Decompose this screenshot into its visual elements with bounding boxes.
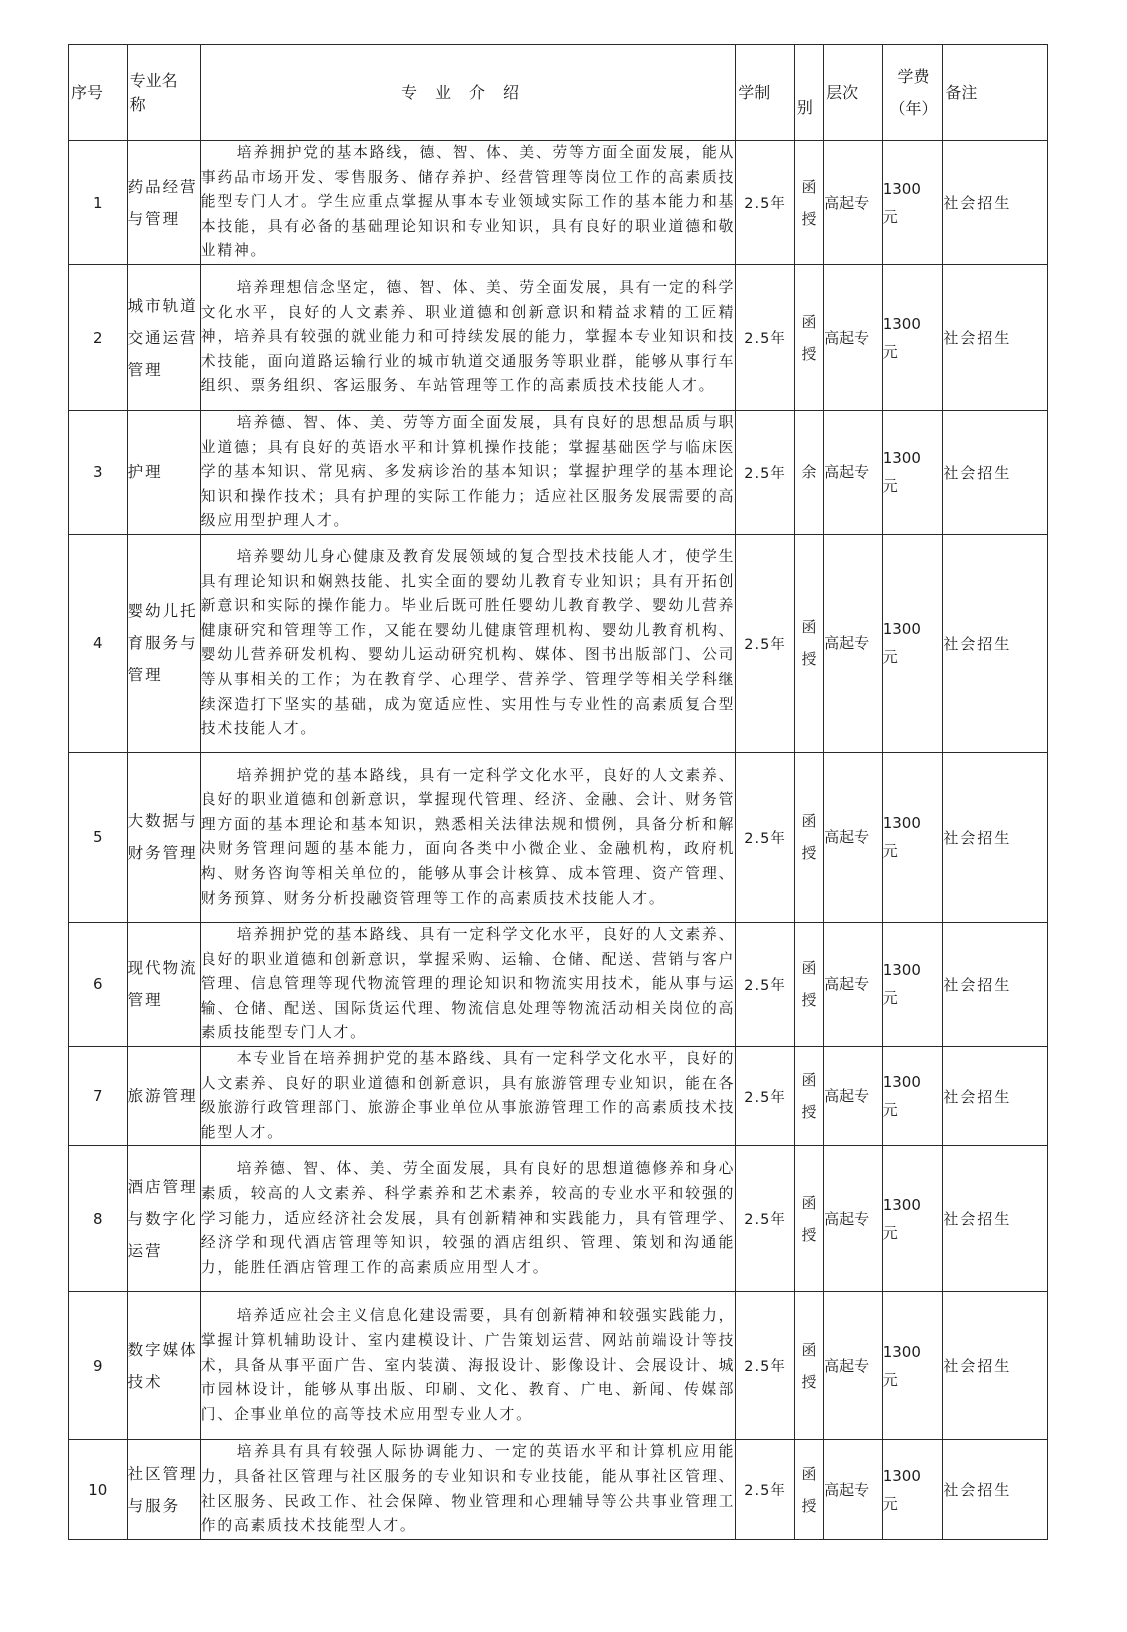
table-row	[69, 141, 1048, 265]
cell-study-form: 函授	[794, 1292, 823, 1440]
header-fee-line1: 学费	[897, 66, 930, 86]
cell-no: 3	[69, 411, 128, 535]
header-name	[127, 45, 200, 141]
cell-program-intro: 培养拥护党的基本路线，具有一定科学文化水平，良好的人文素养、良好的职业道德和创新意识，掌握现代管理、经济、金融、会计、财务管理方面的基本理论和基本知识，熟悉相关法律法规和惯例，具备分析和解决财务管理问题的基本能力，面向各类中小微企业、金融机构，政府机构、财务咨询等相关单位的，能够从事会计核算、成本管理、资产管理、财务预算、财务分析投融资管理等工作的高素质技术技能人才。	[200, 752, 736, 922]
cell-study-form: 函授	[794, 265, 823, 411]
table-row	[69, 1146, 1048, 1292]
header-fee	[882, 45, 943, 141]
cell-study-form: 函授	[794, 752, 823, 922]
cell-program-name: 旅游管理	[127, 1046, 200, 1145]
cell-note: 社会招生	[943, 1440, 1048, 1539]
cell-no: 6	[69, 922, 128, 1046]
cell-program-intro: 培养适应社会主义信息化建设需要，具有创新精神和较强实践能力，掌握计算机辅助设计、室内建模设计、广告策划运营、网站前端设计等技术，具备从事平面广告、室内装潢、海报设计、影像设计、会展设计、城市园林设计，能够从事出版、印刷、文化、教育、广电、新闻、传媒部门、企事业单位的高等技术应用型专业人才。	[200, 1292, 736, 1440]
header-name-line2: 称	[129, 94, 146, 114]
cell-note: 社会招生	[943, 1146, 1048, 1292]
cell-fee	[882, 1292, 943, 1440]
header-level: 层次	[824, 45, 883, 141]
cell-level: 高起专	[824, 1046, 883, 1145]
cell-program-name: 护理	[127, 411, 200, 535]
cell-duration: 2.5年	[736, 265, 795, 411]
cell-program-name: 酒店管理与数字化运营	[127, 1146, 200, 1292]
cell-level: 高起专	[824, 752, 883, 922]
cell-program-intro: 培养德、智、体、美、劳全面发展，具有良好的思想道德修养和身心素质，较高的人文素养、科学素养和艺术素养，较高的专业水平和较强的学习能力，适应经济社会发展，具有创新精神和实践能力，具有管理学、经济学和现代酒店管理等知识，较强的酒店组织、管理、策划和沟通能力，能胜任酒店管理工作的高素质应用型人才。	[200, 1146, 736, 1292]
program-table	[68, 44, 1048, 1540]
cell-fee-amount: 1300	[882, 179, 921, 198]
cell-program-name: 现代物流管理	[127, 922, 200, 1046]
cell-fee-amount: 1300	[882, 449, 921, 468]
table-row	[69, 1440, 1048, 1539]
cell-level: 高起专	[824, 922, 883, 1046]
cell-fee-amount: 1300	[882, 1466, 921, 1485]
cell-study-form: 余	[794, 411, 823, 535]
cell-note: 社会招生	[943, 922, 1048, 1046]
table-row	[69, 265, 1048, 411]
cell-duration: 2.5年	[736, 922, 795, 1046]
cell-note: 社会招生	[943, 411, 1048, 535]
cell-duration: 2.5年	[736, 1146, 795, 1292]
cell-fee	[882, 1046, 943, 1145]
cell-note: 社会招生	[943, 534, 1048, 752]
cell-program-intro: 本专业旨在培养拥护党的基本路线、具有一定科学文化水平，良好的人文素养、良好的职业道德和创新意识，具有旅游管理专业知识，能在各级旅游行政管理部门、旅游企事业单位从事旅游管理工作的高素质技术技能型人才。	[200, 1046, 736, 1145]
cell-fee	[882, 922, 943, 1046]
cell-level: 高起专	[824, 265, 883, 411]
table-row	[69, 922, 1048, 1046]
table-row	[69, 1046, 1048, 1145]
cell-duration: 2.5年	[736, 1440, 795, 1539]
cell-no: 7	[69, 1046, 128, 1145]
header-no: 序号	[69, 45, 128, 141]
cell-note: 社会招生	[943, 265, 1048, 411]
cell-program-name: 婴幼儿托育服务与管理	[127, 534, 200, 752]
cell-fee-unit: 元	[882, 1101, 898, 1120]
cell-program-name: 社区管理与服务	[127, 1440, 200, 1539]
header-fee-line2: （年）	[889, 98, 938, 118]
cell-no: 4	[69, 534, 128, 752]
cell-fee	[882, 265, 943, 411]
cell-fee-amount: 1300	[882, 1073, 921, 1092]
cell-fee-unit: 元	[882, 477, 898, 496]
cell-fee	[882, 141, 943, 265]
cell-no: 2	[69, 265, 128, 411]
header-name-line1: 专业名	[129, 70, 178, 90]
cell-fee-unit: 元	[882, 207, 898, 226]
cell-program-intro: 培养具有具有较强人际协调能力、一定的英语水平和计算机应用能力，具备社区管理与社区服务的专业知识和专业技能，能从事社区管理、社区服务、民政工作、社会保障、物业管理和心理辅导等公共事业管理工作的高素质技术技能型人才。	[200, 1440, 736, 1539]
cell-duration: 2.5年	[736, 1292, 795, 1440]
cell-note: 社会招生	[943, 1046, 1048, 1145]
cell-level: 高起专	[824, 534, 883, 752]
cell-fee	[882, 534, 943, 752]
cell-fee-unit: 元	[882, 989, 898, 1008]
cell-note: 社会招生	[943, 1292, 1048, 1440]
cell-fee-amount: 1300	[882, 961, 921, 980]
cell-program-name: 城市轨道交通运营管理	[127, 265, 200, 411]
cell-fee-amount: 1300	[882, 814, 921, 833]
cell-duration: 2.5年	[736, 752, 795, 922]
cell-duration: 2.5年	[736, 1046, 795, 1145]
cell-study-form: 函授	[794, 1440, 823, 1539]
cell-no: 5	[69, 752, 128, 922]
table-row	[69, 534, 1048, 752]
cell-fee-unit: 元	[882, 1223, 898, 1242]
cell-fee-amount: 1300	[882, 1342, 921, 1361]
cell-note: 社会招生	[943, 141, 1048, 265]
cell-fee-unit: 元	[882, 1370, 898, 1389]
cell-no: 9	[69, 1292, 128, 1440]
cell-fee-amount: 1300	[882, 620, 921, 639]
cell-fee-amount: 1300	[882, 1195, 921, 1214]
cell-fee	[882, 1440, 943, 1539]
cell-fee-unit: 元	[882, 1494, 898, 1513]
cell-duration: 2.5年	[736, 141, 795, 265]
cell-level: 高起专	[824, 1292, 883, 1440]
cell-fee-unit: 元	[882, 842, 898, 861]
cell-program-name: 药品经营与管理	[127, 141, 200, 265]
header-intro: 专业介绍	[200, 45, 736, 141]
table-row	[69, 752, 1048, 922]
cell-no: 10	[69, 1440, 128, 1539]
table-header-row	[69, 45, 1048, 141]
cell-level: 高起专	[824, 1146, 883, 1292]
cell-fee	[882, 411, 943, 535]
cell-level: 高起专	[824, 1440, 883, 1539]
cell-no: 8	[69, 1146, 128, 1292]
cell-program-name: 数字媒体技术	[127, 1292, 200, 1440]
cell-program-intro: 培养拥护党的基本路线，德、智、体、美、劳等方面全面发展，能从事药品市场开发、零售服务、储存养护、经营管理等岗位工作的高素质技能型专门人才。学生应重点掌握从事本专业领域实际工作的基本能力和基本技能，具有必备的基础理论知识和专业知识，具有良好的职业道德和敬业精神。	[200, 141, 736, 265]
cell-study-form: 函授	[794, 141, 823, 265]
cell-program-name: 大数据与财务管理	[127, 752, 200, 922]
cell-program-intro: 培养婴幼儿身心健康及教育发展领域的复合型技术技能人才，使学生具有理论知识和娴熟技能、扎实全面的婴幼儿教育专业知识；具有开拓创新意识和实际的操作能力。毕业后既可胜任婴幼儿教育教学、婴幼儿营养健康研究和管理等工作，又能在婴幼儿健康管理机构、婴幼儿教育机构、婴幼儿营养研发机构、婴幼儿运动研究机构、媒体、图书出版部门、公司等从事相关的工作；为在教育学、心理学、营养学、管理学等相关学科继续深造打下坚实的基础，成为宽适应性、实用性与专业性的高素质复合型技术技能人才。	[200, 534, 736, 752]
cell-fee-amount: 1300	[882, 314, 921, 333]
cell-fee	[882, 1146, 943, 1292]
header-duration: 学制	[736, 45, 795, 141]
cell-duration: 2.5年	[736, 411, 795, 535]
cell-fee-unit: 元	[882, 342, 898, 361]
cell-level: 高起专	[824, 411, 883, 535]
cell-program-intro: 培养拥护党的基本路线、具有一定科学文化水平，良好的人文素养、良好的职业道德和创新意识，掌握采购、运输、仓储、配送、营销与客户管理、信息管理等现代物流管理的理论知识和物流实用技术，能从事与运输、仓储、配送、国际货运代理、物流信息处理等物流活动相关岗位的高素质技能型专门人才。	[200, 922, 736, 1046]
cell-fee	[882, 752, 943, 922]
cell-no: 1	[69, 141, 128, 265]
table-row	[69, 1292, 1048, 1440]
cell-duration: 2.5年	[736, 534, 795, 752]
cell-fee-unit: 元	[882, 648, 898, 667]
cell-study-form: 函授	[794, 534, 823, 752]
cell-note: 社会招生	[943, 752, 1048, 922]
cell-program-intro: 培养理想信念坚定，德、智、体、美、劳全面发展，具有一定的科学文化水平，良好的人文素养、职业道德和创新意识和精益求精的工匠精神，培养具有较强的就业能力和可持续发展的能力，掌握本专业知识和技术技能，面向道路运输行业的城市轨道交通服务等职业群，能够从事行车组织、票务组织、客运服务、车站管理等工作的高素质技术技能人才。	[200, 265, 736, 411]
cell-study-form: 函授	[794, 1146, 823, 1292]
cell-study-form: 函授	[794, 1046, 823, 1145]
header-form: 别	[794, 45, 823, 141]
table-row	[69, 411, 1048, 535]
cell-program-intro: 培养德、智、体、美、劳等方面全面发展，具有良好的思想品质与职业道德；具有良好的英语水平和计算机操作技能；掌握基础医学与临床医学的基本知识、常见病、多发病诊治的基本知识；掌握护理学的基本理论知识和操作技术；具有护理的实际工作能力；适应社区服务发展需要的高级应用型护理人才。	[200, 411, 736, 535]
cell-study-form: 函授	[794, 922, 823, 1046]
cell-level: 高起专	[824, 141, 883, 265]
header-note: 备注	[943, 45, 1048, 141]
